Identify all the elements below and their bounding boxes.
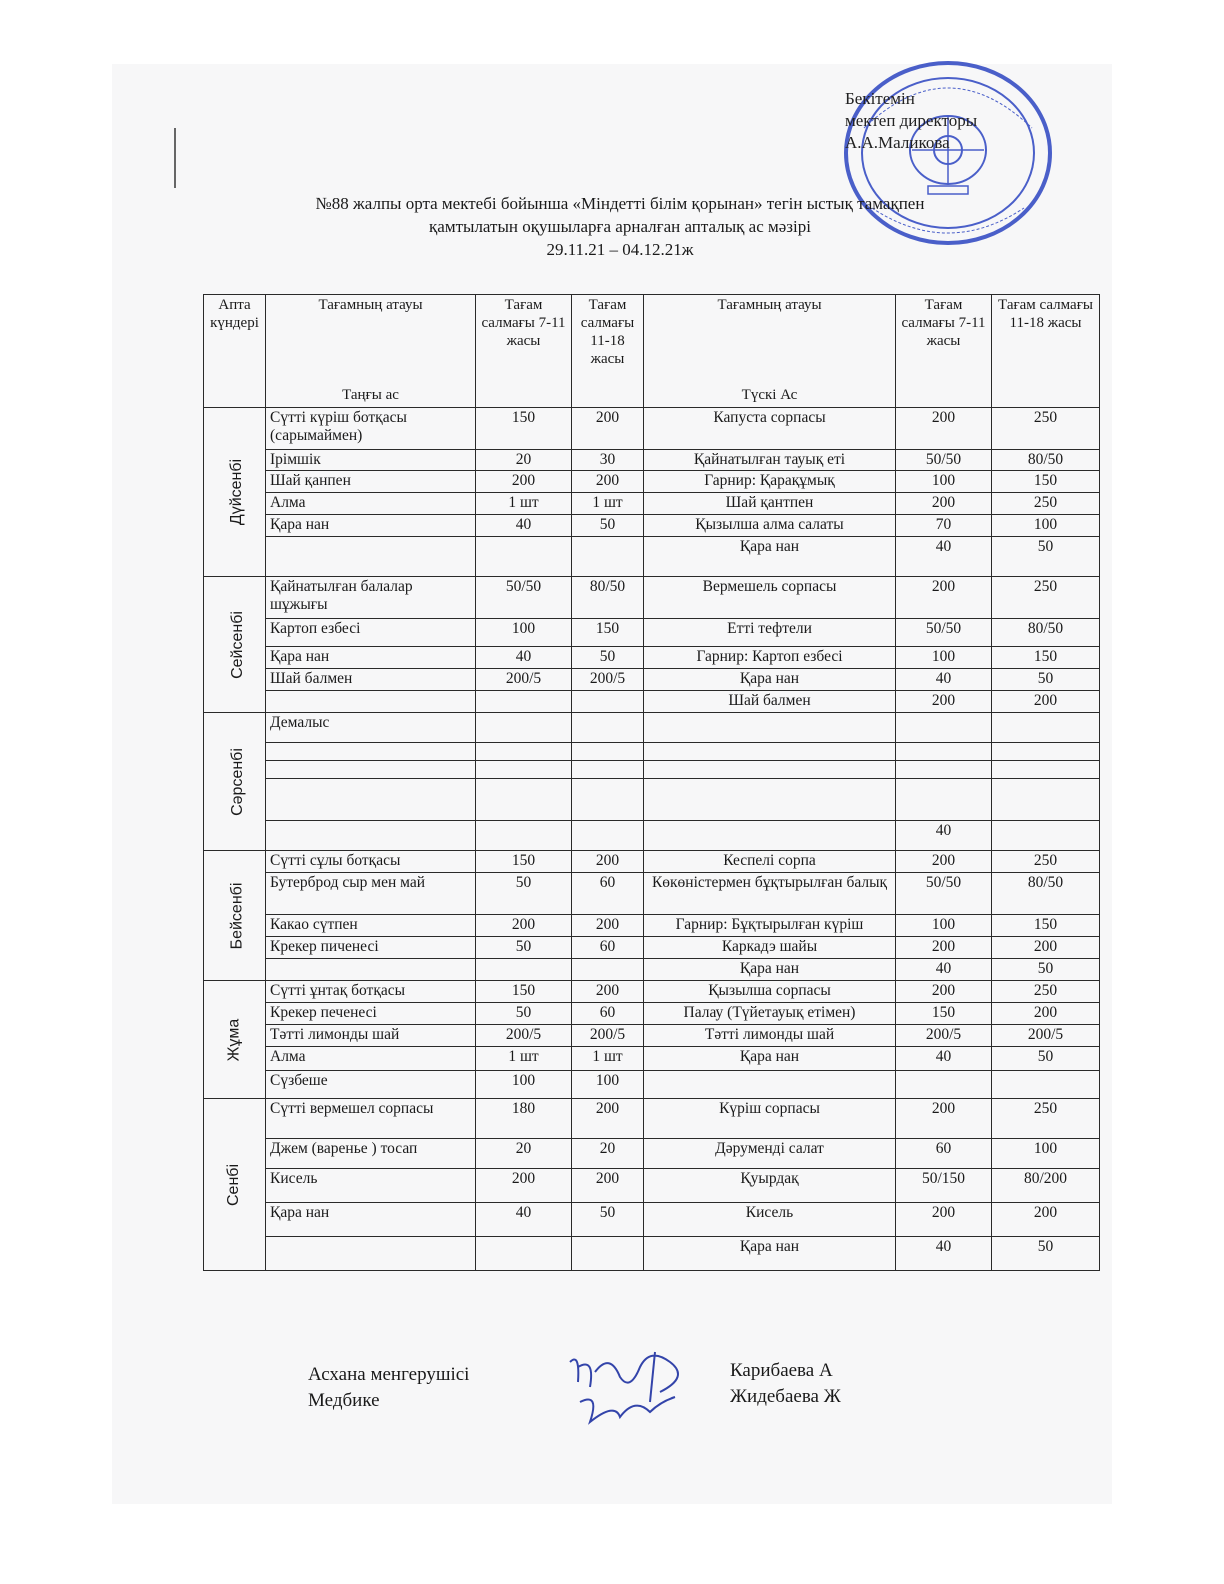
menu-body xyxy=(204,408,1100,1271)
lunch-weight-7-11: 40 xyxy=(896,1237,992,1271)
breakfast-weight-7-11: 150 xyxy=(476,981,572,1003)
breakfast-weight-11-18: 50 xyxy=(572,515,644,537)
lunch-weight-11-18: 250 xyxy=(992,851,1100,873)
breakfast-dish xyxy=(266,1237,476,1271)
breakfast-dish: Какао сүтпен xyxy=(266,915,476,937)
breakfast-weight-7-11: 50 xyxy=(476,873,572,915)
lunch-dish: Шай балмен xyxy=(644,691,896,713)
breakfast-weight-7-11: 50 xyxy=(476,937,572,959)
header-weight-4: Тағам салмағы 11-18 жасы xyxy=(992,295,1100,408)
lunch-dish: Гарнир: Картоп езбесі xyxy=(644,647,896,669)
breakfast-weight-11-18: 60 xyxy=(572,1003,644,1025)
breakfast-weight-7-11: 100 xyxy=(476,1071,572,1099)
menu-row xyxy=(204,1025,1100,1047)
breakfast-weight-11-18: 1 шт xyxy=(572,1047,644,1071)
lunch-weight-11-18: 50 xyxy=(992,959,1100,981)
menu-row xyxy=(204,743,1100,761)
day-label xyxy=(204,1099,266,1271)
breakfast-weight-7-11: 150 xyxy=(476,408,572,450)
lunch-dish xyxy=(644,821,896,851)
breakfast-weight-11-18 xyxy=(572,779,644,821)
breakfast-dish xyxy=(266,821,476,851)
breakfast-weight-7-11 xyxy=(476,959,572,981)
breakfast-weight-11-18: 200 xyxy=(572,408,644,450)
breakfast-dish: Сүтті ұнтақ ботқасы xyxy=(266,981,476,1003)
breakfast-weight-7-11: 40 xyxy=(476,1203,572,1237)
lunch-weight-11-18: 200/5 xyxy=(992,1025,1100,1047)
breakfast-weight-11-18: 100 xyxy=(572,1071,644,1099)
lunch-weight-7-11: 200 xyxy=(896,691,992,713)
lunch-weight-11-18: 80/200 xyxy=(992,1169,1100,1203)
day-label xyxy=(204,981,266,1099)
lunch-weight-7-11: 60 xyxy=(896,1139,992,1169)
lunch-weight-7-11: 50/50 xyxy=(896,619,992,647)
approval-line-2: мектеп директоры xyxy=(845,111,978,130)
lunch-weight-7-11 xyxy=(896,713,992,743)
breakfast-weight-7-11: 150 xyxy=(476,851,572,873)
breakfast-weight-11-18 xyxy=(572,821,644,851)
name-nurse: Жидебаева Ж xyxy=(730,1386,841,1407)
lunch-weight-11-18: 250 xyxy=(992,408,1100,450)
breakfast-weight-11-18: 50 xyxy=(572,1203,644,1237)
lunch-dish: Тәтті лимонды шай xyxy=(644,1025,896,1047)
lunch-weight-7-11: 200 xyxy=(896,937,992,959)
lunch-weight-11-18 xyxy=(992,743,1100,761)
lunch-weight-7-11: 200/5 xyxy=(896,1025,992,1047)
lunch-weight-7-11: 150 xyxy=(896,1003,992,1025)
lunch-weight-11-18: 50 xyxy=(992,537,1100,577)
breakfast-dish: Ірімшік xyxy=(266,450,476,471)
day-name: Сейсенбі xyxy=(228,610,246,679)
lunch-weight-11-18: 80/50 xyxy=(992,450,1100,471)
day-label xyxy=(204,713,266,851)
lunch-weight-11-18: 200 xyxy=(992,937,1100,959)
day-name: Бейсенбі xyxy=(228,882,246,949)
day-name: Сенбі xyxy=(225,1163,243,1206)
day-name: Дүйсенбі xyxy=(228,458,246,526)
lunch-weight-7-11: 100 xyxy=(896,647,992,669)
lunch-weight-11-18: 100 xyxy=(992,515,1100,537)
header-lunch: Түскі Ас xyxy=(741,387,798,403)
lunch-weight-7-11: 200 xyxy=(896,1203,992,1237)
lunch-weight-11-18 xyxy=(992,1071,1100,1099)
lunch-dish: Қызылша сорпасы xyxy=(644,981,896,1003)
lunch-dish: Қара нан xyxy=(644,537,896,577)
menu-row xyxy=(204,1047,1100,1071)
header-name-lunch: Тағамның атауы Түскі Ас xyxy=(644,295,896,408)
breakfast-dish: Қара нан xyxy=(266,647,476,669)
lunch-weight-7-11 xyxy=(896,1071,992,1099)
breakfast-weight-11-18: 200/5 xyxy=(572,1025,644,1047)
breakfast-weight-11-18 xyxy=(572,761,644,779)
breakfast-weight-11-18 xyxy=(572,959,644,981)
handwritten-signature xyxy=(560,1342,710,1432)
menu-row xyxy=(204,515,1100,537)
breakfast-weight-11-18: 60 xyxy=(572,873,644,915)
lunch-weight-7-11: 200 xyxy=(896,408,992,450)
menu-row xyxy=(204,761,1100,779)
breakfast-weight-11-18: 30 xyxy=(572,450,644,471)
day-label xyxy=(204,851,266,981)
breakfast-dish: Картоп езбесі xyxy=(266,619,476,647)
lunch-weight-7-11: 50/150 xyxy=(896,1169,992,1203)
header-weight-2: Тағам салмағы 11-18 жасы xyxy=(572,295,644,408)
breakfast-weight-11-18: 200 xyxy=(572,1099,644,1139)
breakfast-weight-11-18: 1 шт xyxy=(572,493,644,515)
menu-row xyxy=(204,619,1100,647)
menu-row xyxy=(204,821,1100,851)
menu-row xyxy=(204,493,1100,515)
lunch-dish: Көкөністермен бұқтырылған балық xyxy=(644,873,896,915)
breakfast-dish xyxy=(266,779,476,821)
breakfast-dish: Қайнатылған балалар шұжығы xyxy=(266,577,476,619)
breakfast-weight-7-11: 1 шт xyxy=(476,1047,572,1071)
day-name: Сәрсенбі xyxy=(228,747,246,816)
breakfast-dish: Шай қанпен xyxy=(266,471,476,493)
lunch-dish xyxy=(644,779,896,821)
menu-row xyxy=(204,669,1100,691)
lunch-weight-11-18: 100 xyxy=(992,1139,1100,1169)
menu-row xyxy=(204,779,1100,821)
approval-block xyxy=(845,88,977,154)
header-name-breakfast: Тағамның атауы Таңғы ас xyxy=(266,295,476,408)
breakfast-dish: Сүтті күріш ботқасы (сарымаймен) xyxy=(266,408,476,450)
lunch-weight-11-18: 50 xyxy=(992,1047,1100,1071)
menu-row xyxy=(204,450,1100,471)
lunch-weight-7-11: 50/50 xyxy=(896,450,992,471)
breakfast-weight-7-11 xyxy=(476,779,572,821)
menu-table xyxy=(203,294,1100,1271)
lunch-dish: Палау (Түйетауық етімен) xyxy=(644,1003,896,1025)
lunch-weight-7-11: 40 xyxy=(896,959,992,981)
breakfast-dish xyxy=(266,761,476,779)
lunch-dish: Кеспелі сорпа xyxy=(644,851,896,873)
lunch-weight-7-11 xyxy=(896,761,992,779)
menu-row xyxy=(204,959,1100,981)
lunch-weight-7-11: 100 xyxy=(896,915,992,937)
menu-row xyxy=(204,537,1100,577)
lunch-weight-11-18: 250 xyxy=(992,577,1100,619)
lunch-weight-7-11: 200 xyxy=(896,851,992,873)
lunch-dish: Күріш сорпасы xyxy=(644,1099,896,1139)
lunch-dish: Каркадэ шайы xyxy=(644,937,896,959)
menu-row xyxy=(204,691,1100,713)
menu-row xyxy=(204,1071,1100,1099)
breakfast-weight-7-11: 100 xyxy=(476,619,572,647)
signature-roles xyxy=(308,1362,469,1414)
title-line-1: №88 жалпы орта мектебі бойынша «Міндетті білім қорынан» тегін ыстық тамақпен xyxy=(315,194,925,213)
lunch-weight-7-11 xyxy=(896,779,992,821)
breakfast-weight-7-11: 200/5 xyxy=(476,1025,572,1047)
breakfast-weight-7-11 xyxy=(476,537,572,577)
breakfast-dish: Джем (варенье ) тосап xyxy=(266,1139,476,1169)
lunch-dish: Етті тефтели xyxy=(644,619,896,647)
lunch-weight-11-18: 80/50 xyxy=(992,873,1100,915)
lunch-dish: Қызылша алма салаты xyxy=(644,515,896,537)
breakfast-weight-11-18: 80/50 xyxy=(572,577,644,619)
lunch-dish: Дәруменді салат xyxy=(644,1139,896,1169)
breakfast-weight-7-11 xyxy=(476,761,572,779)
lunch-dish xyxy=(644,713,896,743)
header-breakfast: Таңғы ас xyxy=(342,387,399,403)
lunch-weight-7-11: 200 xyxy=(896,577,992,619)
role-kitchen-head: Асхана менгерушісі xyxy=(308,1364,470,1385)
title-line-2: қамтылатын оқушыларға арналған апталық ас мәзірі xyxy=(429,217,811,236)
breakfast-weight-11-18: 200 xyxy=(572,981,644,1003)
breakfast-weight-7-11: 40 xyxy=(476,515,572,537)
lunch-dish: Қара нан xyxy=(644,1047,896,1071)
breakfast-dish: Алма xyxy=(266,493,476,515)
breakfast-weight-11-18 xyxy=(572,1237,644,1271)
breakfast-weight-7-11: 40 xyxy=(476,647,572,669)
menu-row xyxy=(204,577,1100,619)
breakfast-weight-11-18: 200/5 xyxy=(572,669,644,691)
lunch-weight-11-18: 250 xyxy=(992,493,1100,515)
role-nurse: Медбике xyxy=(308,1390,380,1411)
breakfast-weight-11-18 xyxy=(572,743,644,761)
breakfast-weight-7-11: 50/50 xyxy=(476,577,572,619)
lunch-dish: Капуста сорпасы xyxy=(644,408,896,450)
lunch-weight-11-18: 200 xyxy=(992,691,1100,713)
header-day: Апта күндері xyxy=(204,295,266,408)
lunch-dish: Қара нан xyxy=(644,669,896,691)
lunch-dish: Қуырдақ xyxy=(644,1169,896,1203)
lunch-dish: Гарнир: Қарақұмық xyxy=(644,471,896,493)
lunch-weight-11-18: 150 xyxy=(992,471,1100,493)
lunch-weight-11-18: 150 xyxy=(992,647,1100,669)
lunch-weight-11-18 xyxy=(992,761,1100,779)
lunch-dish: Қара нан xyxy=(644,959,896,981)
breakfast-weight-7-11: 20 xyxy=(476,1139,572,1169)
lunch-weight-11-18: 50 xyxy=(992,669,1100,691)
breakfast-dish: Қара нан xyxy=(266,1203,476,1237)
lunch-weight-7-11: 100 xyxy=(896,471,992,493)
lunch-dish: Қара нан xyxy=(644,1237,896,1271)
lunch-weight-7-11: 40 xyxy=(896,537,992,577)
breakfast-dish xyxy=(266,743,476,761)
lunch-weight-7-11: 200 xyxy=(896,1099,992,1139)
lunch-dish: Вермешель сорпасы xyxy=(644,577,896,619)
lunch-weight-7-11 xyxy=(896,743,992,761)
breakfast-dish: Сүзбеше xyxy=(266,1071,476,1099)
breakfast-dish: Крекер пиченесі xyxy=(266,937,476,959)
breakfast-dish xyxy=(266,959,476,981)
lunch-weight-7-11: 200 xyxy=(896,981,992,1003)
breakfast-weight-11-18: 60 xyxy=(572,937,644,959)
header-weight-1: Тағам салмағы 7-11 жасы xyxy=(476,295,572,408)
menu-row xyxy=(204,981,1100,1003)
lunch-weight-11-18: 200 xyxy=(992,1003,1100,1025)
approval-line-3: А.А.Маликова xyxy=(845,133,950,152)
menu-row xyxy=(204,851,1100,873)
document-title xyxy=(200,192,1040,261)
breakfast-weight-7-11 xyxy=(476,1237,572,1271)
breakfast-dish: Демалыс xyxy=(266,713,476,743)
breakfast-weight-11-18 xyxy=(572,713,644,743)
breakfast-dish xyxy=(266,691,476,713)
lunch-weight-11-18: 200 xyxy=(992,1203,1100,1237)
lunch-dish xyxy=(644,743,896,761)
lunch-dish: Гарнир: Бұқтырылған күріш xyxy=(644,915,896,937)
breakfast-weight-11-18: 200 xyxy=(572,915,644,937)
breakfast-weight-11-18 xyxy=(572,691,644,713)
breakfast-weight-7-11 xyxy=(476,743,572,761)
breakfast-weight-11-18 xyxy=(572,537,644,577)
breakfast-dish: Сүтті сұлы ботқасы xyxy=(266,851,476,873)
menu-row xyxy=(204,915,1100,937)
breakfast-weight-7-11: 20 xyxy=(476,450,572,471)
lunch-weight-11-18: 150 xyxy=(992,915,1100,937)
breakfast-weight-7-11 xyxy=(476,821,572,851)
lunch-weight-11-18 xyxy=(992,713,1100,743)
breakfast-weight-7-11: 200 xyxy=(476,915,572,937)
lunch-dish: Қайнатылған тауық еті xyxy=(644,450,896,471)
breakfast-weight-11-18: 200 xyxy=(572,851,644,873)
lunch-weight-7-11: 40 xyxy=(896,1047,992,1071)
breakfast-dish: Сүтті вермешел сорпасы xyxy=(266,1099,476,1139)
scan-mark xyxy=(172,128,178,188)
breakfast-dish: Тәтті лимонды шай xyxy=(266,1025,476,1047)
menu-row xyxy=(204,1099,1100,1139)
breakfast-weight-7-11: 200 xyxy=(476,471,572,493)
signature-names xyxy=(730,1358,841,1410)
header-row xyxy=(204,295,1100,408)
lunch-weight-7-11: 40 xyxy=(896,821,992,851)
breakfast-weight-7-11 xyxy=(476,691,572,713)
name-kitchen-head: Карибаева А xyxy=(730,1360,833,1381)
approval-line-1: Бекітемін xyxy=(845,89,915,108)
breakfast-dish: Кисель xyxy=(266,1169,476,1203)
breakfast-weight-7-11: 200 xyxy=(476,1169,572,1203)
menu-row xyxy=(204,713,1100,743)
lunch-weight-7-11: 70 xyxy=(896,515,992,537)
menu-row xyxy=(204,471,1100,493)
lunch-dish: Шай қантпен xyxy=(644,493,896,515)
menu-row xyxy=(204,408,1100,450)
lunch-weight-11-18: 80/50 xyxy=(992,619,1100,647)
breakfast-weight-11-18: 150 xyxy=(572,619,644,647)
breakfast-dish: Бутерброд сыр мен май xyxy=(266,873,476,915)
breakfast-weight-7-11: 200/5 xyxy=(476,669,572,691)
breakfast-weight-11-18: 20 xyxy=(572,1139,644,1169)
lunch-dish xyxy=(644,761,896,779)
lunch-weight-11-18: 50 xyxy=(992,1237,1100,1271)
menu-row xyxy=(204,1237,1100,1271)
header-weight-3: Тағам салмағы 7-11 жасы xyxy=(896,295,992,408)
menu-row xyxy=(204,873,1100,915)
menu-row xyxy=(204,1203,1100,1237)
lunch-weight-7-11: 50/50 xyxy=(896,873,992,915)
breakfast-weight-11-18: 200 xyxy=(572,1169,644,1203)
lunch-dish: Кисель xyxy=(644,1203,896,1237)
lunch-weight-11-18: 250 xyxy=(992,981,1100,1003)
day-name: Жұма xyxy=(225,1018,243,1061)
lunch-weight-7-11: 40 xyxy=(896,669,992,691)
breakfast-dish: Шай балмен xyxy=(266,669,476,691)
day-label xyxy=(204,577,266,713)
menu-row xyxy=(204,1003,1100,1025)
breakfast-dish: Крекер печенесі xyxy=(266,1003,476,1025)
breakfast-weight-11-18: 50 xyxy=(572,647,644,669)
breakfast-dish: Қара нан xyxy=(266,515,476,537)
breakfast-weight-7-11 xyxy=(476,713,572,743)
menu-row xyxy=(204,1139,1100,1169)
title-date: 29.11.21 – 04.12.21ж xyxy=(546,240,694,259)
lunch-weight-11-18 xyxy=(992,779,1100,821)
day-label xyxy=(204,408,266,577)
breakfast-weight-11-18: 200 xyxy=(572,471,644,493)
menu-row xyxy=(204,1169,1100,1203)
lunch-weight-11-18: 250 xyxy=(992,1099,1100,1139)
menu-row xyxy=(204,647,1100,669)
lunch-weight-11-18 xyxy=(992,821,1100,851)
lunch-weight-7-11: 200 xyxy=(896,493,992,515)
breakfast-weight-7-11: 1 шт xyxy=(476,493,572,515)
breakfast-weight-7-11: 50 xyxy=(476,1003,572,1025)
lunch-dish xyxy=(644,1071,896,1099)
breakfast-weight-7-11: 180 xyxy=(476,1099,572,1139)
breakfast-dish: Алма xyxy=(266,1047,476,1071)
menu-row xyxy=(204,937,1100,959)
breakfast-dish xyxy=(266,537,476,577)
